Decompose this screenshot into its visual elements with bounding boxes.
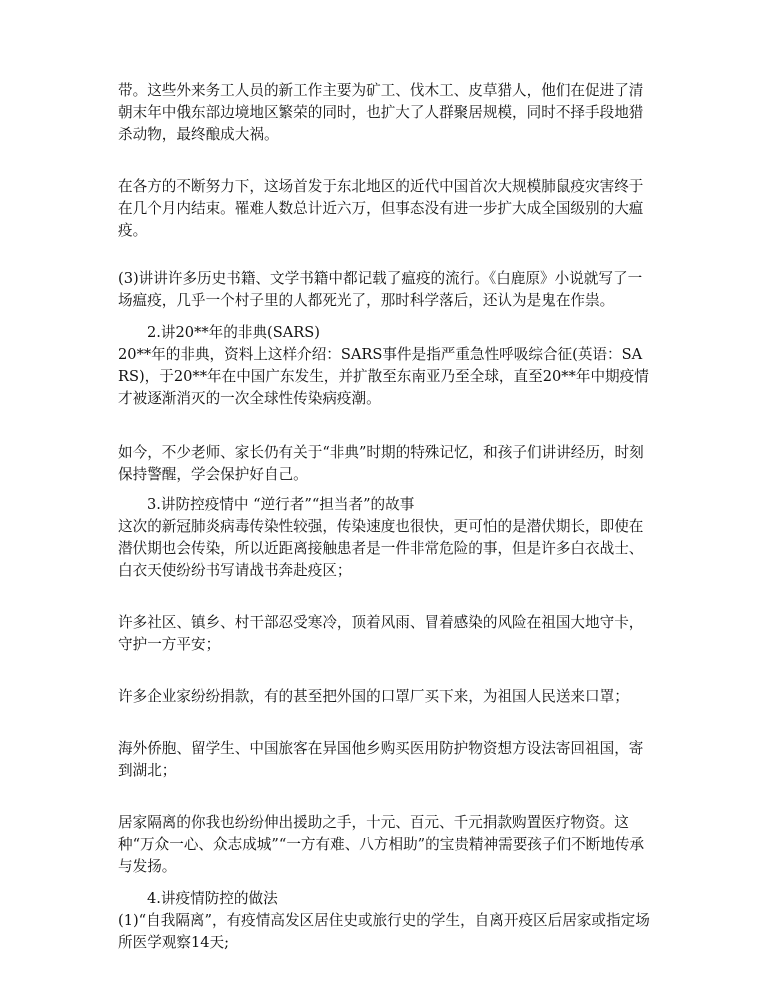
paragraph-sars-memory: 如今，不少老师、家长仍有关于“非典”时期的特殊记忆，和孩子们讲讲经历，时刻保持警醒，学会保护好自己。 [118,444,644,483]
heading-heroes: 3.讲防控疫情中 “逆行者”“担当者”的故事 [147,496,415,513]
heading-prevention: 4.讲疫情防控的做法 [147,890,278,907]
paragraph-overseas-chinese: 海外侨胞、留学生、中国旅客在异国他乡购买医用防护物资想方设法寄回祖国，寄到湖北； [118,740,644,779]
document-page [118,80,653,954]
paragraph-self-isolation: (1)“自我隔离”，有疫情高发区居住史或旅行史的学生，自离开疫区后居家或指定场所医学观察14天; [118,912,650,951]
heading-sars: 2.讲20**年的非典(SARS) [147,324,320,341]
paragraph-entrepreneurs: 许多企业家纷纷捐款，有的甚至把外国的口罩厂买下来，为祖国人民送来口罩； [118,688,629,705]
paragraph-community-cadres: 许多社区、镇乡、村干部忍受寒冷，顶着风雨、冒着感染的风险在祖国大地守卡，守护一方平安； [118,614,644,653]
paragraph-medical-workers: 这次的新冠肺炎病毒传染性较强，传染速度也很快，更可怕的是潜伏期长，即使在潜伏期也会传染，所以近距离接触患者是一件非常危险的事，但是许多白衣战士、白衣天使纷纷书写请战书奔赴疫区； [118,518,644,579]
paragraph-migrant-workers: 带。这些外来务工人员的新工作主要为矿工、伐木工、皮草猎人，他们在促进了清朝末年中俄东部边境地区繁荣的同时，也扩大了人群聚居规模，同时不择手段地猎杀动物，最终酿成大祸。 [118,82,644,143]
paragraph-bailuyuan: (3)讲讲许多历史书籍、文学书籍中都记载了瘟疫的流行。《白鹿原》小说就写了一场瘟疫，几乎一个村子里的人都死光了，那时科学落后，还认为是鬼在作祟。 [118,270,643,309]
paragraph-sars-intro: 20**年的非典，资料上这样介绍：SARS事件是指严重急性呼吸综合征(英语：SARS)，于20**年在中国广东发生，并扩散至东南亚乃至全球，直至20**年中期疫情才被逐渐消灭的一次全球性传染病疫潮。 [118,346,649,407]
paragraph-plague-ended: 在各方的不断努力下，这场首发于东北地区的近代中国首次大规模肺鼠疫灾害终于在几个月内结束。罹难人数总计近六万，但事态没有进一步扩大成全国级别的大瘟疫。 [118,178,644,239]
paragraph-donations: 居家隔离的你我也纷纷伸出援助之手，十元、百元、千元捐款购置医疗物资。这种“万众一心、众志成城”“一方有难、八方相助”的宝贵精神需要孩子们不断地传承与发扬。 [118,814,645,875]
